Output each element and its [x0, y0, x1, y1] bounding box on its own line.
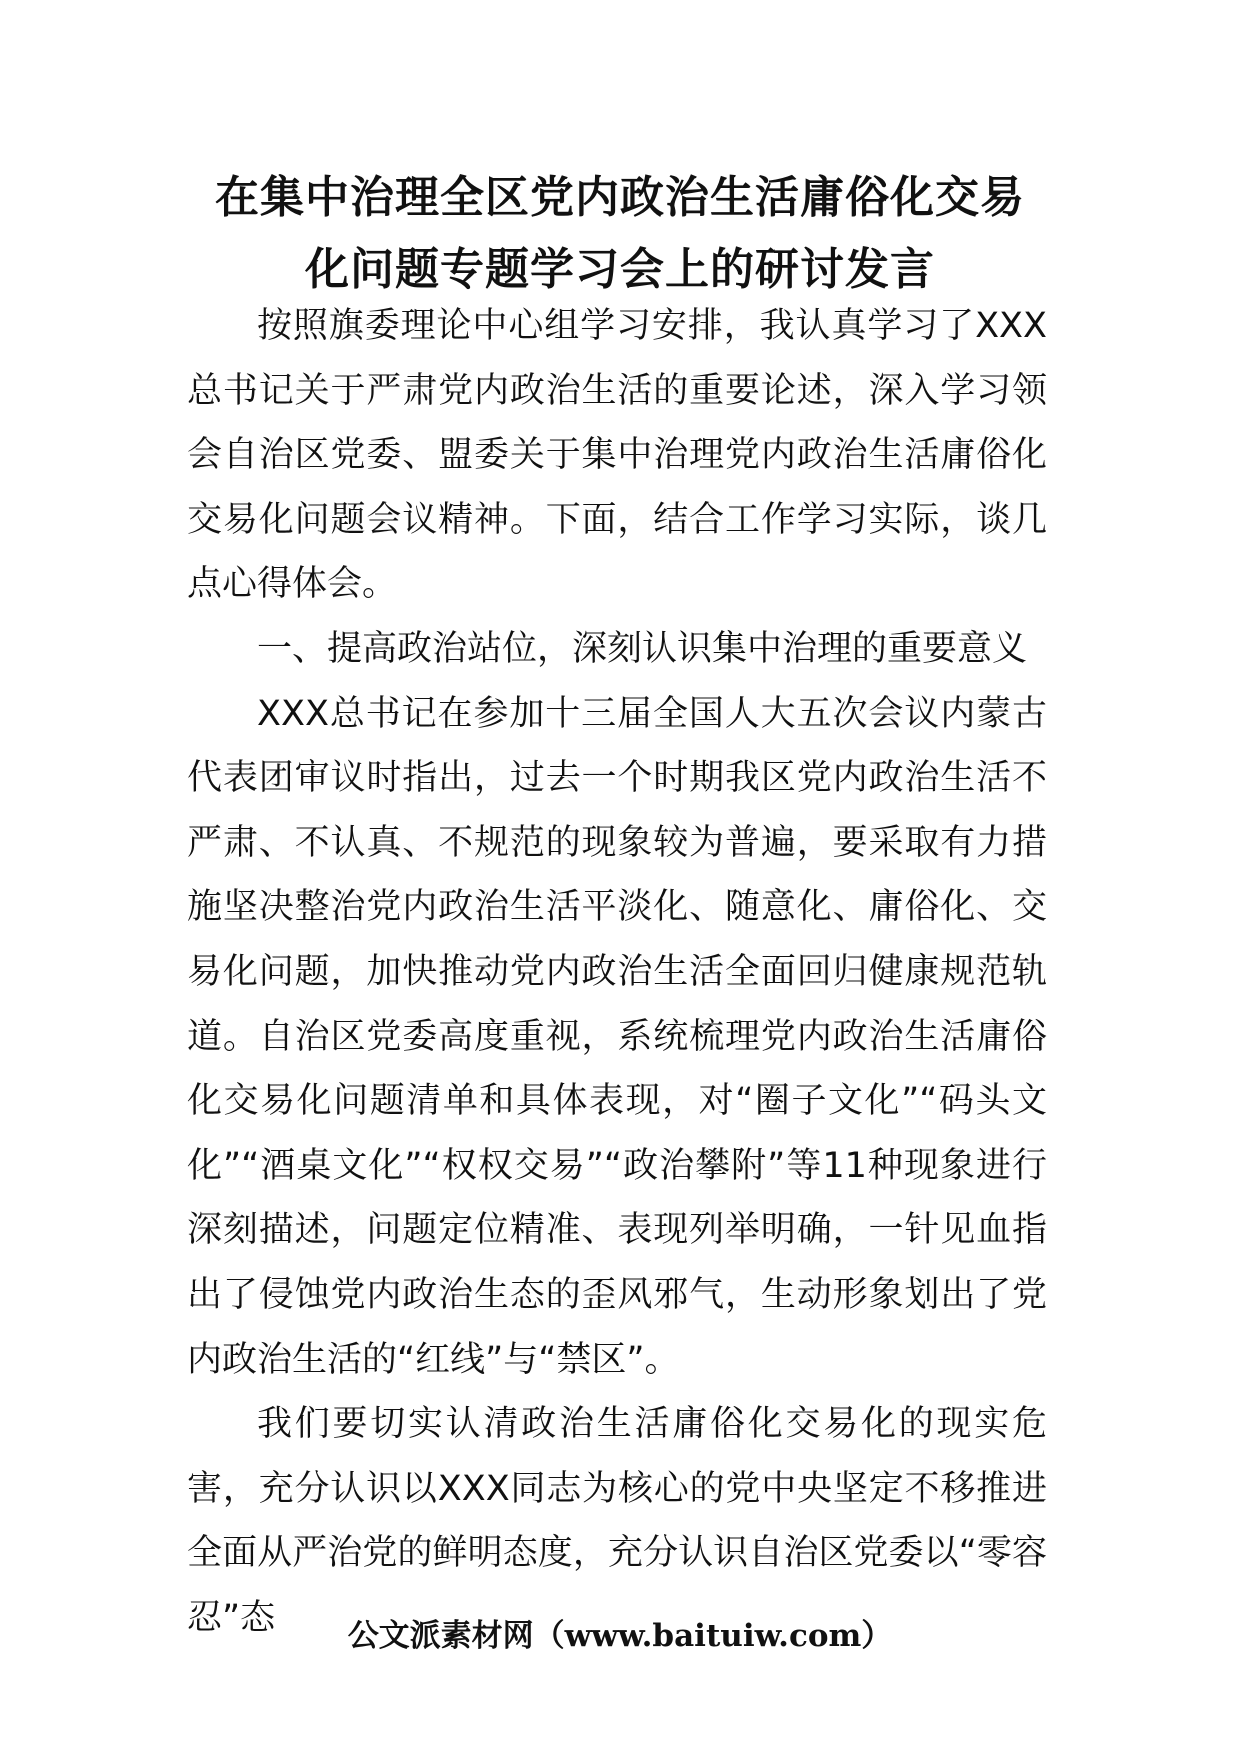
document-title — [180, 162, 1060, 306]
section-heading-1: 一、提高政治站位，深刻认识集中治理的重要意义 — [257, 628, 1028, 669]
footer-watermark: 公文派素材网（www.baituiw.com） — [347, 1618, 893, 1654]
paragraph-1: XXX总书记在参加十三届全国人大五次会议内蒙古代表团审议时指出，过去一个时期我区党内政治生活不严肃、不认真、不规范的现象较为普遍，要采取有力措施坚决整治党内政治生活平淡化、随意化、庸俗化、交易化问题，加快推动党内政治生活全面回归健康规范轨道。自治区党委高度重视，系统梳理党内政治生活庸俗化交易化问题清单和具体表现，对“圈子文化”“码头文化”“酒桌文化”“权权交易”“政治攀附”等11种现象进行深刻描述，问题定位精准、表现列举明确，一针见血指出了侵蚀党内政治生态的歪风邪气，生动形象划出了党内政治生活的“红线”与“禁区”。 — [187, 693, 1047, 1380]
title-line-1: 在集中治理全区党内政治生活庸俗化交易 — [215, 172, 1025, 223]
document-body — [187, 294, 1047, 1650]
paragraph-intro: 按照旗委理论中心组学习安排，我认真学习了XXX总书记关于严肃党内政治生活的重要论述，深入学习领会自治区党委、盟委关于集中治理党内政治生活庸俗化交易化问题会议精神。下面，结合工作学习实际，谈几点心得体会。 — [187, 306, 1047, 605]
paragraph-2: 我们要切实认清政治生活庸俗化交易化的现实危害，充分认识以XXX同志为核心的党中央坚定不移推进全面从严治党的鲜明态度，充分认识自治区党委以“零容忍”态 — [187, 1404, 1047, 1638]
title-line-2: 化问题专题学习会上的研讨发言 — [305, 244, 935, 295]
